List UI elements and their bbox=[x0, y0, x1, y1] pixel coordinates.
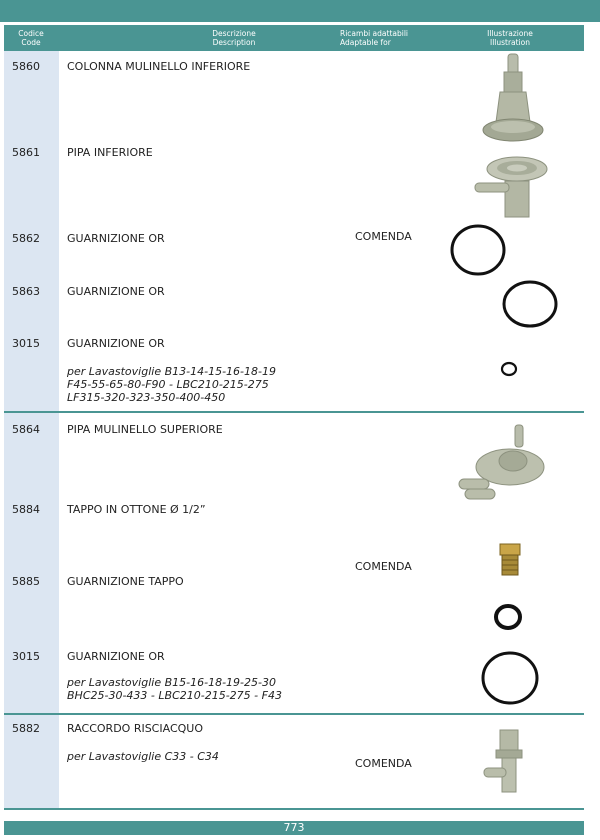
plug-gasket-image bbox=[492, 602, 524, 632]
page-footer bbox=[4, 821, 584, 835]
upper-wash-arm-pipe-image bbox=[455, 423, 547, 503]
compatibility-note: LF315-320-323-350-400-450 bbox=[67, 391, 226, 404]
item-code: 5860 bbox=[12, 60, 40, 73]
item-description: RACCORDO RISCIACQUO bbox=[67, 722, 203, 735]
item-code: 5885 bbox=[12, 575, 40, 588]
adaptable-for: COMENDA bbox=[355, 230, 412, 243]
header-code: Codice Code bbox=[18, 29, 44, 47]
item-description: GUARNIZIONE OR bbox=[67, 650, 165, 663]
item-code: 3015 bbox=[12, 337, 40, 350]
compatibility-note: BHC25-30-433 - LBC210-215-275 - F43 bbox=[67, 689, 282, 702]
compatibility-note: per Lavastoviglie B15-16-18-19-25-30 bbox=[67, 676, 276, 689]
compatibility-note: per Lavastoviglie C33 - C34 bbox=[67, 750, 219, 763]
small-o-ring-image bbox=[498, 360, 520, 378]
table-header bbox=[4, 25, 584, 51]
header-adaptable: Ricambi adattabili Adaptable for bbox=[340, 29, 408, 47]
item-description: PIPA MULINELLO SUPERIORE bbox=[67, 423, 223, 436]
section-divider bbox=[4, 808, 584, 810]
o-ring-image bbox=[500, 279, 560, 329]
header-description: Descrizione Description bbox=[212, 29, 256, 47]
top-band bbox=[0, 0, 600, 22]
item-code: 5863 bbox=[12, 285, 40, 298]
compatibility-note: F45-55-65-80-F90 - LBC210-215-275 bbox=[67, 378, 269, 391]
brass-plug-image bbox=[496, 542, 524, 578]
item-code: 5884 bbox=[12, 503, 40, 516]
section-divider bbox=[4, 411, 584, 413]
compatibility-note: per Lavastoviglie B13-14-15-16-18-19 bbox=[67, 365, 276, 378]
lower-pipe-image bbox=[471, 153, 551, 223]
adaptable-for: COMENDA bbox=[355, 757, 412, 770]
o-ring-image bbox=[480, 650, 540, 706]
item-description: GUARNIZIONE TAPPO bbox=[67, 575, 184, 588]
item-description: TAPPO IN OTTONE Ø 1/2” bbox=[67, 503, 206, 516]
lower-wash-arm-column-image bbox=[480, 52, 546, 148]
item-code: 5882 bbox=[12, 722, 40, 735]
item-code: 5862 bbox=[12, 232, 40, 245]
item-code: 3015 bbox=[12, 650, 40, 663]
item-code: 5864 bbox=[12, 423, 40, 436]
o-ring-image bbox=[448, 222, 508, 278]
item-description: GUARNIZIONE OR bbox=[67, 337, 165, 350]
item-description: PIPA INFERIORE bbox=[67, 146, 153, 159]
item-description: GUARNIZIONE OR bbox=[67, 285, 165, 298]
item-code: 5861 bbox=[12, 146, 40, 159]
rinse-fitting-image bbox=[482, 726, 532, 798]
header-illustration: Illustrazione Illustration bbox=[487, 29, 533, 47]
section-divider bbox=[4, 713, 584, 715]
adaptable-for: COMENDA bbox=[355, 560, 412, 573]
item-description: GUARNIZIONE OR bbox=[67, 232, 165, 245]
page-number: 773 bbox=[283, 821, 305, 834]
item-description: COLONNA MULINELLO INFERIORE bbox=[67, 60, 251, 73]
